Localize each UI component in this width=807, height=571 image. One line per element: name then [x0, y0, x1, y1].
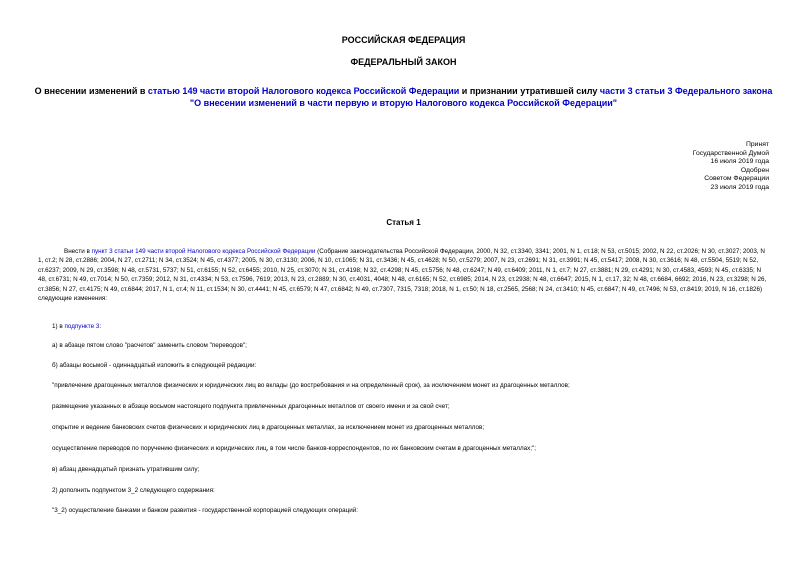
law-title: [30, 85, 777, 109]
item-1: [52, 322, 769, 331]
title-link-article-149[interactable]: статью 149 части второй Налогового кодекса Российской Федерации: [147, 86, 460, 96]
adoption-info: [569, 141, 769, 193]
title-text-2: и признании утратившей силу: [459, 86, 600, 96]
item-1-link-subclause-3[interactable]: подпункте 3: [64, 323, 100, 330]
approved-label: Одобрен: [740, 166, 769, 174]
item-1-suffix: :: [99, 323, 102, 330]
quote-2: размещение указанных в абзаце восьмом настоящего подпункта привлеченных драгоценных металлов от своего имени и за свой счет;: [52, 403, 450, 410]
intro-paragraph: [38, 247, 769, 303]
accepted-by: Государственной Думой: [692, 149, 769, 157]
country-heading: РОССИЙСКАЯ ФЕДЕРАЦИЯ: [341, 35, 466, 45]
item-a: а) в абзаце пятом слово "расчетов" заменить словом "переводов";: [52, 342, 247, 349]
accepted-label: Принят: [745, 141, 769, 148]
item-2: 2) дополнить подпунктом 3_2 следующего содержания:: [52, 487, 215, 494]
intro-rest: (Собрание законодательства Российской Федерации, 2000, N 32, ст.3340, 3341; 2001, N 1, ст.18; N 53, ст.5015; 2002, N 22, ст.2026; N 30, ст.3027; 2003, N 1, ст.2; N 28, ст.2886; 2004, N 27, ст.2711; N 34, ст.3524; N 45, ст.4377; 2005, N 30, ст.3130; 2006, N 10, ст.1065; N 31, ст.3436; N 45, ст.4628; N 50, ст.5279; 2007, N 23, ст.2691; N 31, ст.3991; N 45, ст.5417; 2008, N 30, ст.3616; N 48, ст.5504, 5519; N 52, ст.6237; 2009, N 29, ст.3598; N 48, ст.5731, 5737; N 51, ст.6155; N 52, ст.6455; 2010, N 25, ст.3070; N 31, ст.4198; N 32, ст.4298; N 45, ст.5756; N 48, ст.6247; N 49, ст.6409; 2011, N 1, ст.7; N 27, ст.3881; N 29, ст.4291; N 30, ст.4583, 4593; N 45, ст.6335; N 48, ст.6731; N 49, ст.7014; N 50, ст.7359; 2012, N 31, ст.4334; N 53, ст.7596, 7619; 2013, N 23, ст.2889; N 30, ст.4031, 4048; N 48, ст.6165; N 52, ст.6985; 2014, N 23, ст.2938; N 48, ст.6647; 2015, N 1, ст.17, 32; N 48, ст.6684, 6692; 2016, N 23, ст.3298; N 26, ст.3856; N 27, ст.4175; N 49, ст.6844; 2017, N 1, ст.4; N 11, ст.1534; N 30, ст.4441; N 45, ст.6579; N 47, ст.6842; N 49, ст.7307, 7315, 7318; 2018, N 1, ст.50; N 18, ст.2565, 2568; N 24, ст.3410; N 45, ст.6847; N 49, ст.7496; N 53, ст.8419; 2019, N 16, ст.1826) следующие изменения:: [38, 248, 767, 303]
article-heading: Статья 1: [386, 218, 421, 227]
quote-5: "3_2) осуществление банками и банком развития - государственной корпорацией следующих операций:: [52, 507, 359, 514]
title-text-1: О внесении изменений в: [34, 86, 148, 96]
item-v: в) абзац двенадцатый признать утратившим силу;: [52, 466, 200, 473]
intro-prefix: Внести в: [64, 248, 92, 255]
intro-link-clause-3[interactable]: пункт 3 статьи 149 части второй Налогового кодекса Российской Федерации: [91, 248, 316, 255]
quote-4: осуществление переводов по поручению физических и юридических лиц, в том числе банков-корреспондентов, по их банковским счетам в драгоценных металлах;";: [52, 445, 537, 452]
approved-by: Советом Федерации: [704, 175, 769, 183]
quote-1: "привлечение драгоценных металлов физических и юридических лиц во вклады (до востребования и на определенный срок), за исключением монет из драгоценных металлов;: [52, 382, 570, 389]
law-type-heading: ФЕДЕРАЛЬНЫЙ ЗАКОН: [350, 57, 457, 67]
approved-date: 23 июля 2019 года: [710, 183, 769, 191]
accepted-date: 16 июля 2019 года: [710, 158, 769, 166]
quote-3: открытие и ведение банковских счетов физических и юридических лиц в драгоценных металлах, за исключением монет из драгоценных металлов;: [52, 424, 485, 431]
item-b: б) абзацы восьмой - одиннадцатый изложить в следующей редакции:: [52, 362, 257, 369]
item-1-prefix: 1) в: [52, 323, 65, 330]
title-link-part-3-article-3[interactable]: части 3 статьи 3 Федерального закона "О внесении изменений в части первую и вторую Налогового кодекса Российской Федерации": [189, 86, 773, 108]
